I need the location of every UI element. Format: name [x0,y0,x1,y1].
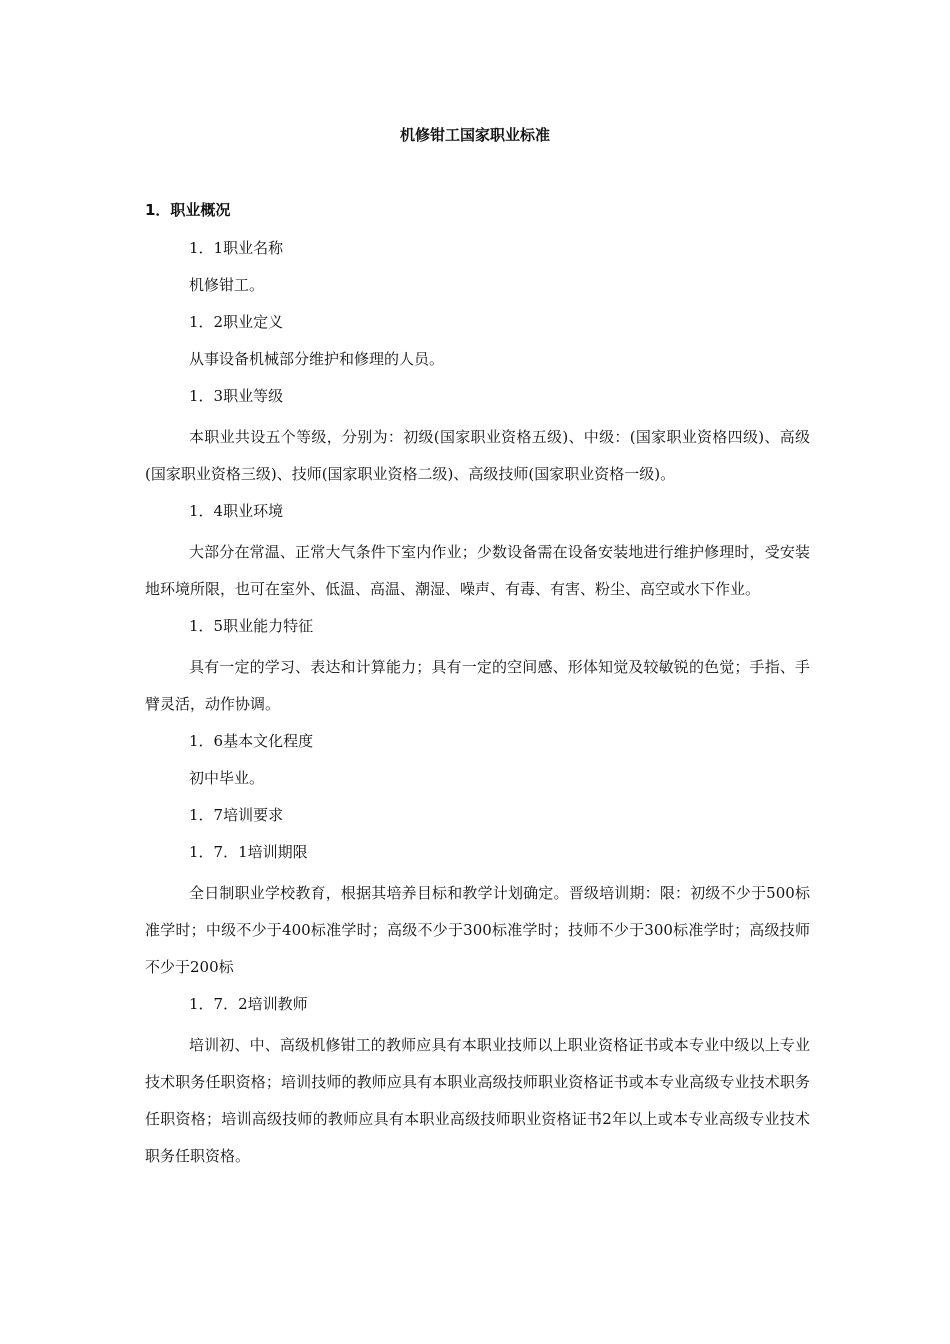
subsection-heading-1-7-1: 1．7．1培训期限 [189,843,308,861]
subsection-heading-1-5: 1．5职业能力特征 [189,617,314,635]
paragraph-1-2: 从事设备机械部分维护和修理的人员。 [189,350,445,368]
paragraph-1-3: 本职业共设五个等级，分别为：初级(国家职业资格五级)、中级：(国家职业资格四级)、高级(国家职业资格三级)、技师(国家职业资格二级)、高级技师(国家职业资格一级)。 [145,428,810,483]
paragraph-1-6: 初中毕业。 [189,769,265,787]
subsection-heading-1-7: 1．7培训要求 [189,806,284,824]
subsection-heading-1-2: 1．2职业定义 [189,313,284,331]
subsection-heading-1-7-2: 1．7．2培训教师 [189,995,308,1013]
subsection-heading-1-6: 1．6基本文化程度 [189,732,314,750]
section-heading-1: 1．职业概况 [145,201,231,219]
paragraph-1-7-2: 培训初、中、高级机修钳工的教师应具有本职业技师以上职业资格证书或本专业中级以上专业技术职务任职资格；培训技师的教师应具有本职业高级技师职业资格证书或本专业高级专业技术职务任职资格；培训高级技师的教师应具有本职业高级技师职业资格证书2年以上或本专业高级专业技术职务任职资格。 [145,1036,810,1165]
paragraph-1-7-1: 全日制职业学校教育，根据其培养目标和教学计划确定。晋级培训期：限：初级不少于500标准学时；中级不少于400标准学时；高级不少于300标准学时；技师不少于300标准学时；高级技师不少于200标 [145,884,810,976]
subsection-heading-1-4: 1．4职业环境 [189,502,284,520]
paragraph-1-1: 机修钳工。 [189,276,265,294]
paragraph-1-4: 大部分在常温、正常大气条件下室内作业；少数设备需在设备安装地进行维护修理时，受安装地环境所限，也可在室外、低温、高温、潮湿、噪声、有毒、有害、粉尘、高空或水下作业。 [145,543,810,598]
document-body [145,196,810,1175]
subsection-heading-1-1: 1．1职业名称 [189,239,284,257]
paragraph-1-5: 具有一定的学习、表达和计算能力；具有一定的空间感、形体知觉及较敏锐的色觉；手指、手臂灵活，动作协调。 [145,658,810,713]
document-title: 机修钳工国家职业标准 [399,126,550,144]
subsection-heading-1-3: 1．3职业等级 [189,387,284,405]
